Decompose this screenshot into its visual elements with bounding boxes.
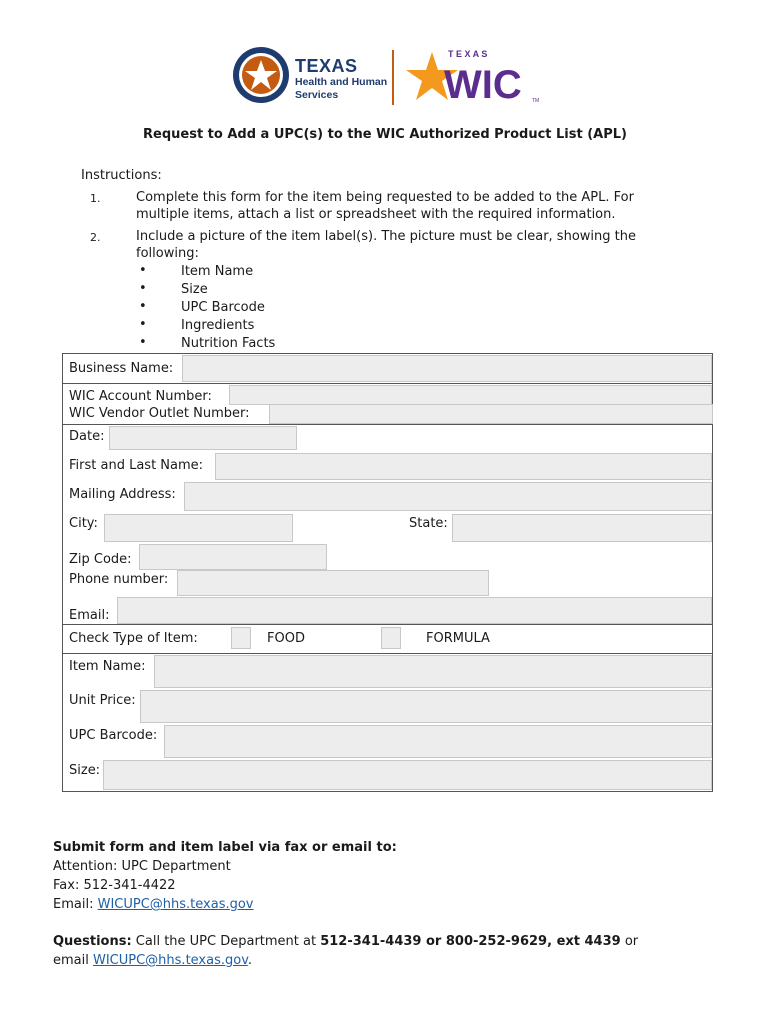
bullet-item: UPC Barcode xyxy=(181,300,265,315)
first-last-name-field[interactable] xyxy=(215,453,712,480)
bullet-icon: • xyxy=(139,335,147,350)
business-name-field[interactable] xyxy=(182,355,712,382)
zip-code-field[interactable] xyxy=(139,544,327,570)
email-label: Email: xyxy=(69,608,110,623)
upc-barcode-field[interactable] xyxy=(164,725,712,758)
first-last-name-label: First and Last Name: xyxy=(69,458,204,473)
size-label: Size: xyxy=(69,763,101,778)
check-type-label: Check Type of Item: xyxy=(69,631,198,646)
mailing-address-label: Mailing Address: xyxy=(69,487,176,502)
wic-logo-top: T E X A S xyxy=(448,49,488,59)
city-label: City: xyxy=(69,516,98,531)
attention-line: Attention: UPC Department xyxy=(53,859,231,874)
item-name-field[interactable] xyxy=(154,655,712,688)
instruction-text: multiple items, attach a list or spreadsheet with the required information. xyxy=(136,207,616,222)
state-label: State: xyxy=(409,516,448,531)
state-field[interactable] xyxy=(452,514,712,542)
instruction-text: Include a picture of the item label(s). The picture must be clear, showing the xyxy=(136,229,636,244)
instructions-heading: Instructions: xyxy=(81,168,162,183)
instruction-number: 2. xyxy=(90,231,101,244)
unit-price-field[interactable] xyxy=(140,690,712,723)
size-field[interactable] xyxy=(103,760,712,790)
bullet-item: Item Name xyxy=(181,264,254,279)
questions-end: . xyxy=(247,953,253,968)
upc-barcode-label: UPC Barcode: xyxy=(69,728,158,743)
questions-line xyxy=(53,932,638,951)
row-divider xyxy=(62,424,713,425)
wic-logo-main: WIC xyxy=(444,63,522,106)
row-divider xyxy=(62,383,713,384)
fax-line: Fax: 512-341-4422 xyxy=(53,878,176,893)
wic-account-number-label: WIC Account Number: xyxy=(69,389,212,404)
instruction-text: Complete this form for the item being requested to be added to the APL. For xyxy=(136,190,634,205)
date-label: Date: xyxy=(69,429,105,444)
bullet-icon: • xyxy=(139,263,147,278)
email-link[interactable]: WICUPC@hhs.texas.gov xyxy=(97,897,254,912)
row-divider xyxy=(62,653,713,654)
bullet-item: Ingredients xyxy=(181,318,255,333)
email-field[interactable] xyxy=(117,597,712,624)
email-line-label: Email: xyxy=(53,897,98,912)
unit-price-label: Unit Price: xyxy=(69,693,136,708)
texas-wic-logo xyxy=(404,46,544,106)
instruction-number: 1. xyxy=(90,192,101,205)
mailing-address-field[interactable] xyxy=(184,482,712,511)
questions-label: Questions: xyxy=(53,934,132,949)
wic-account-number-field[interactable] xyxy=(229,385,712,405)
business-name-label: Business Name: xyxy=(69,361,174,376)
page-title: Request to Add a UPC(s) to the WIC Authorized Product List (APL) xyxy=(143,127,627,142)
hhs-logo-line1: Health and Human xyxy=(295,76,388,88)
bullet-icon: • xyxy=(139,281,147,296)
questions-text: Call the UPC Department at xyxy=(131,934,321,949)
texas-hhs-seal-icon xyxy=(232,46,290,104)
questions-phones: 512-341-4439 or 800-252-9629, ext 4439 xyxy=(320,934,621,949)
questions-or: or xyxy=(620,934,639,949)
questions-email-prefix: email xyxy=(53,953,93,968)
email-line xyxy=(53,895,254,914)
city-field[interactable] xyxy=(104,514,293,542)
formula-checkbox[interactable] xyxy=(381,627,401,649)
formula-label: FORMULA xyxy=(426,631,490,646)
item-name-label: Item Name: xyxy=(69,659,146,674)
row-divider xyxy=(62,624,713,625)
bullet-icon: • xyxy=(139,299,147,314)
wic-logo-tm: TM xyxy=(532,98,540,104)
hhs-logo-line2: Services xyxy=(295,89,339,101)
bullet-item: Nutrition Facts xyxy=(181,336,276,351)
bullet-icon: • xyxy=(139,317,147,332)
food-label: FOOD xyxy=(267,631,305,646)
date-field[interactable] xyxy=(109,426,297,450)
wic-vendor-outlet-number-label: WIC Vendor Outlet Number: xyxy=(69,406,250,421)
questions-email-link[interactable]: WICUPC@hhs.texas.gov xyxy=(92,953,248,968)
submit-heading: Submit form and item label via fax or email to: xyxy=(53,840,397,855)
zip-code-label: Zip Code: xyxy=(69,552,132,567)
phone-number-field[interactable] xyxy=(177,570,489,596)
food-checkbox[interactable] xyxy=(231,627,251,649)
wic-vendor-outlet-number-field[interactable] xyxy=(269,404,713,424)
bullet-item: Size xyxy=(181,282,208,297)
questions-email-line xyxy=(53,951,252,970)
logo-divider xyxy=(392,50,394,105)
instruction-text: following: xyxy=(136,246,199,261)
phone-number-label: Phone number: xyxy=(69,572,169,587)
hhs-logo-title: TEXAS xyxy=(295,56,358,76)
